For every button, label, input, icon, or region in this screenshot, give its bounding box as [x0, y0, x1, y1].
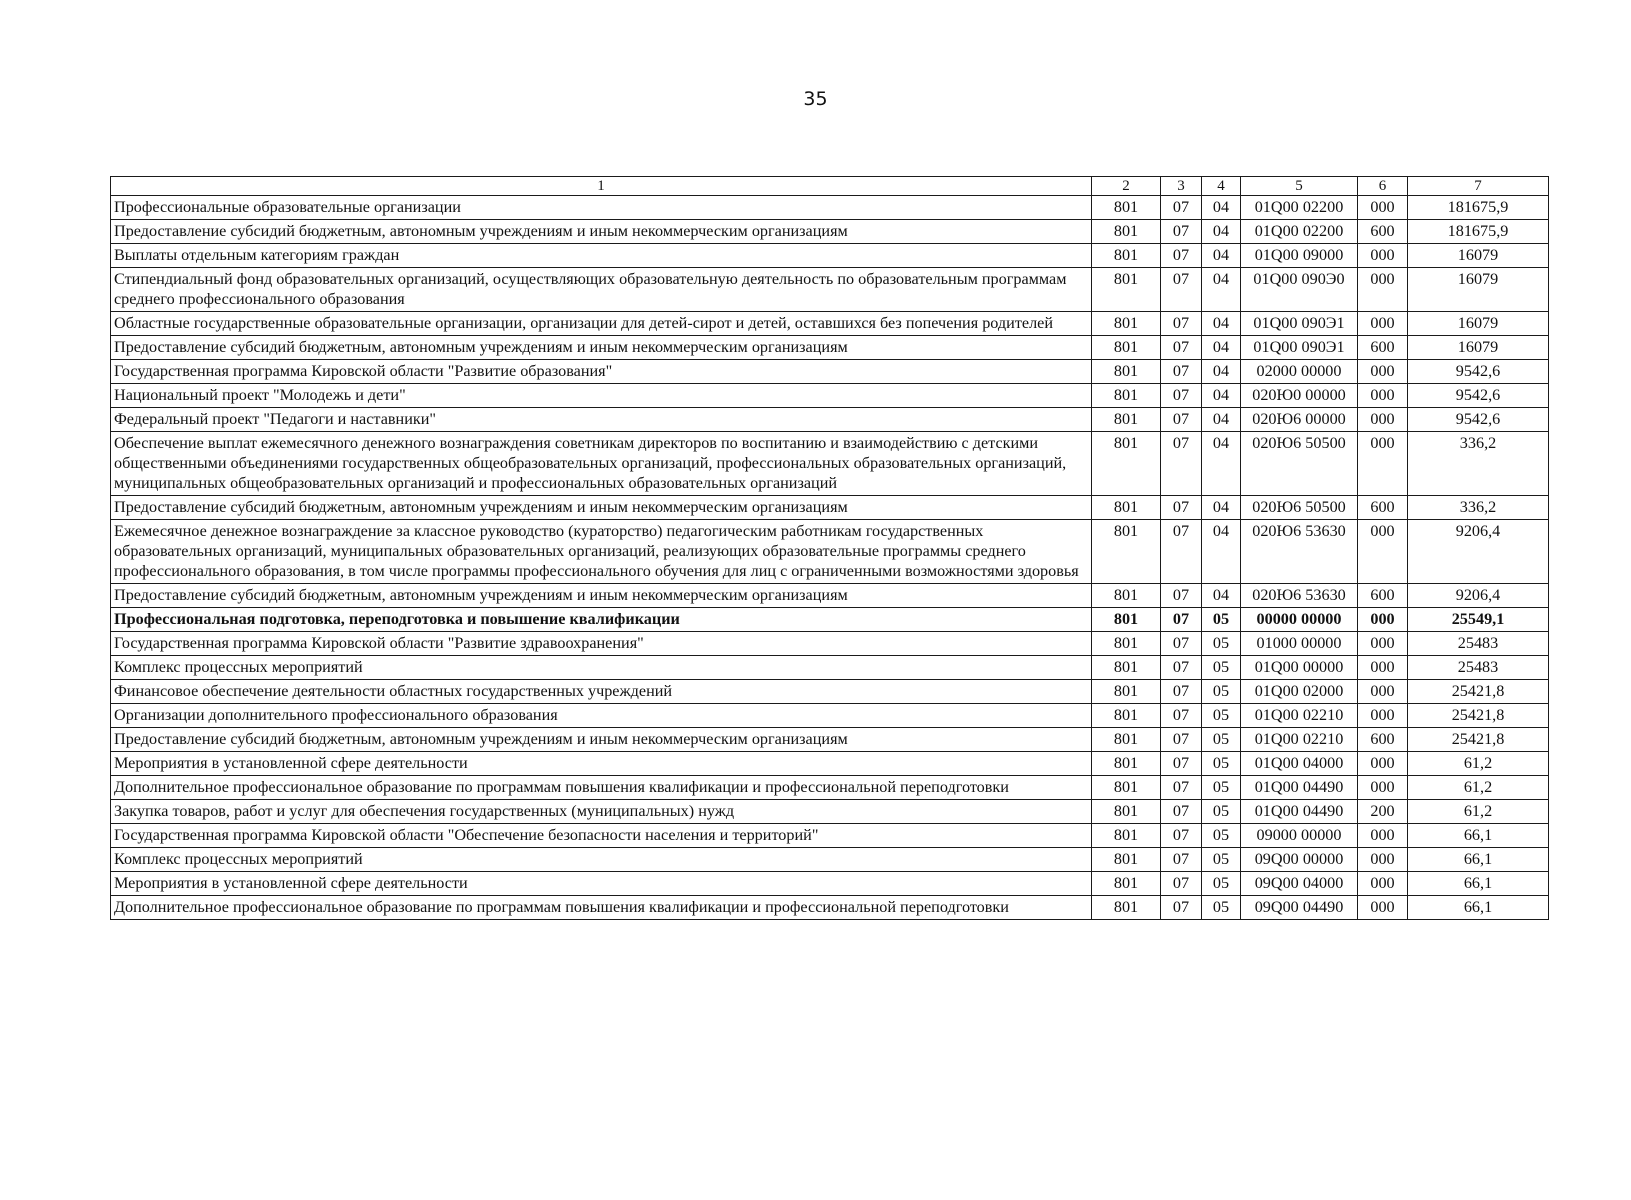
row-subsection-cell: 05: [1202, 704, 1241, 728]
row-expense-type-cell: 000: [1358, 520, 1408, 584]
table-row: [111, 336, 1549, 360]
column-header: 3: [1161, 177, 1202, 196]
row-section-cell: 07: [1161, 848, 1202, 872]
row-subsection-cell: 04: [1202, 584, 1241, 608]
row-expense-type-cell: 000: [1358, 312, 1408, 336]
row-name-cell: Профессиональные образовательные организации: [111, 196, 1092, 220]
table-row: [111, 728, 1549, 752]
row-expense-type-cell: 000: [1358, 608, 1408, 632]
row-name-cell: Дополнительное профессиональное образование по программам повышения квалификации и профессиональной переподготовки: [111, 776, 1092, 800]
row-amount-cell: 336,2: [1408, 432, 1549, 496]
row-name-cell: Федеральный проект "Педагоги и наставники": [111, 408, 1092, 432]
row-name-cell: Закупка товаров, работ и услуг для обеспечения государственных (муниципальных) нужд: [111, 800, 1092, 824]
row-target-article-cell: 01Q00 02000: [1241, 680, 1358, 704]
row-subsection-cell: 05: [1202, 872, 1241, 896]
row-code-cell: 801: [1092, 196, 1161, 220]
row-code-cell: 801: [1092, 384, 1161, 408]
row-subsection-cell: 04: [1202, 496, 1241, 520]
row-target-article-cell: 020Ю6 50500: [1241, 496, 1358, 520]
table-row: [111, 496, 1549, 520]
row-section-cell: 07: [1161, 656, 1202, 680]
row-subsection-cell: 05: [1202, 752, 1241, 776]
column-header: 4: [1202, 177, 1241, 196]
row-section-cell: 07: [1161, 632, 1202, 656]
row-subsection-cell: 04: [1202, 220, 1241, 244]
row-subsection-cell: 04: [1202, 196, 1241, 220]
row-subsection-cell: 04: [1202, 312, 1241, 336]
row-target-article-cell: 020Ю6 53630: [1241, 520, 1358, 584]
row-amount-cell: 336,2: [1408, 496, 1549, 520]
row-subsection-cell: 04: [1202, 360, 1241, 384]
row-code-cell: 801: [1092, 336, 1161, 360]
row-name-cell: Государственная программа Кировской области "Развитие здравоохранения": [111, 632, 1092, 656]
row-name-cell: Дополнительное профессиональное образование по программам повышения квалификации и профессиональной переподготовки: [111, 896, 1092, 920]
table-row: [111, 800, 1549, 824]
row-subsection-cell: 05: [1202, 608, 1241, 632]
row-subsection-cell: 05: [1202, 824, 1241, 848]
row-target-article-cell: 01Q00 00000: [1241, 656, 1358, 680]
row-subsection-cell: 05: [1202, 632, 1241, 656]
row-name-cell: Областные государственные образовательные организации, организации для детей-сирот и детей, оставшихся без попечения родителей: [111, 312, 1092, 336]
row-amount-cell: 61,2: [1408, 752, 1549, 776]
row-amount-cell: 25421,8: [1408, 728, 1549, 752]
row-section-cell: 07: [1161, 196, 1202, 220]
row-section-cell: 07: [1161, 268, 1202, 312]
row-expense-type-cell: 000: [1358, 752, 1408, 776]
row-section-cell: 07: [1161, 336, 1202, 360]
row-code-cell: 801: [1092, 312, 1161, 336]
table-row: [111, 360, 1549, 384]
row-name-cell: Предоставление субсидий бюджетным, автономным учреждениям и иным некоммерческим организациям: [111, 584, 1092, 608]
row-target-article-cell: 01Q00 04000: [1241, 752, 1358, 776]
row-target-article-cell: 01Q00 02210: [1241, 728, 1358, 752]
table-row: [111, 704, 1549, 728]
row-amount-cell: 66,1: [1408, 896, 1549, 920]
table-row: [111, 268, 1549, 312]
row-expense-type-cell: 000: [1358, 408, 1408, 432]
row-section-cell: 07: [1161, 360, 1202, 384]
row-amount-cell: 25421,8: [1408, 704, 1549, 728]
row-name-cell: Государственная программа Кировской области "Развитие образования": [111, 360, 1092, 384]
row-expense-type-cell: 000: [1358, 632, 1408, 656]
row-expense-type-cell: 000: [1358, 896, 1408, 920]
table-row: [111, 824, 1549, 848]
table-row: [111, 656, 1549, 680]
row-target-article-cell: 020Ю6 53630: [1241, 584, 1358, 608]
row-code-cell: 801: [1092, 608, 1161, 632]
row-amount-cell: 9206,4: [1408, 584, 1549, 608]
row-amount-cell: 16079: [1408, 336, 1549, 360]
table-row: [111, 752, 1549, 776]
row-expense-type-cell: 000: [1358, 196, 1408, 220]
row-section-cell: 07: [1161, 312, 1202, 336]
row-expense-type-cell: 000: [1358, 680, 1408, 704]
row-section-cell: 07: [1161, 608, 1202, 632]
row-code-cell: 801: [1092, 360, 1161, 384]
table-row: [111, 312, 1549, 336]
row-target-article-cell: 09000 00000: [1241, 824, 1358, 848]
row-subsection-cell: 04: [1202, 432, 1241, 496]
row-amount-cell: 66,1: [1408, 824, 1549, 848]
row-subsection-cell: 04: [1202, 336, 1241, 360]
table-row: [111, 776, 1549, 800]
table-row: [111, 244, 1549, 268]
row-amount-cell: 61,2: [1408, 800, 1549, 824]
row-expense-type-cell: 600: [1358, 728, 1408, 752]
row-name-cell: Мероприятия в установленной сфере деятельности: [111, 752, 1092, 776]
row-expense-type-cell: 000: [1358, 360, 1408, 384]
row-amount-cell: 25421,8: [1408, 680, 1549, 704]
table-row: [111, 848, 1549, 872]
row-expense-type-cell: 600: [1358, 496, 1408, 520]
row-amount-cell: 66,1: [1408, 872, 1549, 896]
table-row: [111, 408, 1549, 432]
row-name-cell: Мероприятия в установленной сфере деятельности: [111, 872, 1092, 896]
row-target-article-cell: 01Q00 04490: [1241, 800, 1358, 824]
row-name-cell: Ежемесячное денежное вознаграждение за классное руководство (кураторство) педагогическим работникам государственных образовательных организаций, муниципальных образовательных организаций, реализующих образовательные программы среднего профессионального образования, в том числе программы профессионального обучения для лиц с ограниченными возможностями здоровья: [111, 520, 1092, 584]
table-row: [111, 584, 1549, 608]
row-subsection-cell: 05: [1202, 800, 1241, 824]
row-expense-type-cell: 000: [1358, 244, 1408, 268]
row-code-cell: 801: [1092, 800, 1161, 824]
row-subsection-cell: 05: [1202, 848, 1241, 872]
row-target-article-cell: 02000 00000: [1241, 360, 1358, 384]
table-body: [111, 196, 1549, 920]
row-name-cell: Организации дополнительного профессионального образования: [111, 704, 1092, 728]
row-section-cell: 07: [1161, 872, 1202, 896]
row-name-cell: Государственная программа Кировской области "Обеспечение безопасности населения и территорий": [111, 824, 1092, 848]
column-header: 5: [1241, 177, 1358, 196]
row-target-article-cell: 01000 00000: [1241, 632, 1358, 656]
row-section-cell: 07: [1161, 520, 1202, 584]
row-section-cell: 07: [1161, 408, 1202, 432]
row-amount-cell: 9542,6: [1408, 360, 1549, 384]
row-expense-type-cell: 000: [1358, 872, 1408, 896]
row-code-cell: 801: [1092, 408, 1161, 432]
row-amount-cell: 61,2: [1408, 776, 1549, 800]
row-name-cell: Стипендиальный фонд образовательных организаций, осуществляющих образовательную деятельность по образовательным программам среднего профессионального образования: [111, 268, 1092, 312]
row-expense-type-cell: 000: [1358, 432, 1408, 496]
row-subsection-cell: 04: [1202, 268, 1241, 312]
row-section-cell: 07: [1161, 824, 1202, 848]
row-subsection-cell: 05: [1202, 656, 1241, 680]
row-expense-type-cell: 000: [1358, 776, 1408, 800]
row-expense-type-cell: 000: [1358, 848, 1408, 872]
row-amount-cell: 25483: [1408, 632, 1549, 656]
row-section-cell: 07: [1161, 220, 1202, 244]
table-row: [111, 220, 1549, 244]
row-expense-type-cell: 000: [1358, 656, 1408, 680]
row-name-cell: Предоставление субсидий бюджетным, автономным учреждениям и иным некоммерческим организациям: [111, 220, 1092, 244]
row-code-cell: 801: [1092, 704, 1161, 728]
row-code-cell: 801: [1092, 496, 1161, 520]
row-section-cell: 07: [1161, 776, 1202, 800]
column-header: 7: [1408, 177, 1549, 196]
row-code-cell: 801: [1092, 896, 1161, 920]
row-section-cell: 07: [1161, 244, 1202, 268]
row-subsection-cell: 05: [1202, 680, 1241, 704]
row-name-cell: Комплекс процессных мероприятий: [111, 656, 1092, 680]
table-header-row: [111, 177, 1549, 196]
row-target-article-cell: 01Q00 02200: [1241, 220, 1358, 244]
row-target-article-cell: 09Q00 04000: [1241, 872, 1358, 896]
row-name-cell: Предоставление субсидий бюджетным, автономным учреждениям и иным некоммерческим организациям: [111, 336, 1092, 360]
row-amount-cell: 181675,9: [1408, 220, 1549, 244]
row-amount-cell: 9206,4: [1408, 520, 1549, 584]
row-amount-cell: 16079: [1408, 268, 1549, 312]
row-code-cell: 801: [1092, 824, 1161, 848]
row-code-cell: 801: [1092, 656, 1161, 680]
row-subsection-cell: 04: [1202, 408, 1241, 432]
row-subsection-cell: 04: [1202, 244, 1241, 268]
row-name-cell: Предоставление субсидий бюджетным, автономным учреждениям и иным некоммерческим организациям: [111, 728, 1092, 752]
row-code-cell: 801: [1092, 728, 1161, 752]
row-amount-cell: 16079: [1408, 312, 1549, 336]
row-expense-type-cell: 200: [1358, 800, 1408, 824]
column-header: 6: [1358, 177, 1408, 196]
row-section-cell: 07: [1161, 680, 1202, 704]
row-target-article-cell: 01Q00 09000: [1241, 244, 1358, 268]
budget-table: [110, 176, 1549, 920]
row-code-cell: 801: [1092, 268, 1161, 312]
row-name-cell: Комплекс процессных мероприятий: [111, 848, 1092, 872]
row-target-article-cell: 09Q00 00000: [1241, 848, 1358, 872]
row-subsection-cell: 04: [1202, 384, 1241, 408]
row-target-article-cell: 020Ю0 00000: [1241, 384, 1358, 408]
table-row: [111, 432, 1549, 496]
row-section-cell: 07: [1161, 584, 1202, 608]
row-target-article-cell: 01Q00 02200: [1241, 196, 1358, 220]
row-target-article-cell: 020Ю6 00000: [1241, 408, 1358, 432]
row-subsection-cell: 05: [1202, 728, 1241, 752]
row-name-cell: Выплаты отдельным категориям граждан: [111, 244, 1092, 268]
table-row: [111, 196, 1549, 220]
row-target-article-cell: 00000 00000: [1241, 608, 1358, 632]
row-amount-cell: 181675,9: [1408, 196, 1549, 220]
row-section-cell: 07: [1161, 800, 1202, 824]
row-code-cell: 801: [1092, 776, 1161, 800]
row-code-cell: 801: [1092, 632, 1161, 656]
row-subsection-cell: 05: [1202, 896, 1241, 920]
row-target-article-cell: 01Q00 090Э0: [1241, 268, 1358, 312]
row-subsection-cell: 04: [1202, 520, 1241, 584]
row-amount-cell: 66,1: [1408, 848, 1549, 872]
row-code-cell: 801: [1092, 220, 1161, 244]
row-target-article-cell: 01Q00 02210: [1241, 704, 1358, 728]
row-section-cell: 07: [1161, 704, 1202, 728]
row-name-cell: Обеспечение выплат ежемесячного денежного вознаграждения советникам директоров по воспитанию и взаимодействию с детскими общественными объединениями государственных общеобразовательных организаций, профессиональных образовательных организаций, муниципальных общеобразовательных организаций и профессиональных образовательных организаций: [111, 432, 1092, 496]
row-code-cell: 801: [1092, 244, 1161, 268]
row-code-cell: 801: [1092, 520, 1161, 584]
row-section-cell: 07: [1161, 728, 1202, 752]
row-expense-type-cell: 000: [1358, 824, 1408, 848]
table-row: [111, 632, 1549, 656]
row-amount-cell: 25483: [1408, 656, 1549, 680]
row-code-cell: 801: [1092, 584, 1161, 608]
row-code-cell: 801: [1092, 872, 1161, 896]
row-name-cell: Национальный проект "Молодежь и дети": [111, 384, 1092, 408]
table-row: [111, 608, 1549, 632]
row-amount-cell: 9542,6: [1408, 408, 1549, 432]
table-row: [111, 384, 1549, 408]
row-target-article-cell: 01Q00 090Э1: [1241, 312, 1358, 336]
row-subsection-cell: 05: [1202, 776, 1241, 800]
column-header: 1: [111, 177, 1092, 196]
row-code-cell: 801: [1092, 752, 1161, 776]
row-code-cell: 801: [1092, 432, 1161, 496]
row-target-article-cell: 09Q00 04490: [1241, 896, 1358, 920]
row-name-cell: Финансовое обеспечение деятельности областных государственных учреждений: [111, 680, 1092, 704]
row-expense-type-cell: 000: [1358, 268, 1408, 312]
column-header: 2: [1092, 177, 1161, 196]
row-section-cell: 07: [1161, 432, 1202, 496]
row-code-cell: 801: [1092, 848, 1161, 872]
row-expense-type-cell: 600: [1358, 336, 1408, 360]
row-target-article-cell: 01Q00 090Э1: [1241, 336, 1358, 360]
row-expense-type-cell: 600: [1358, 220, 1408, 244]
row-expense-type-cell: 000: [1358, 704, 1408, 728]
row-amount-cell: 16079: [1408, 244, 1549, 268]
row-code-cell: 801: [1092, 680, 1161, 704]
row-section-cell: 07: [1161, 896, 1202, 920]
row-target-article-cell: 01Q00 04490: [1241, 776, 1358, 800]
row-amount-cell: 25549,1: [1408, 608, 1549, 632]
row-expense-type-cell: 600: [1358, 584, 1408, 608]
page-number: 35: [803, 88, 828, 110]
row-target-article-cell: 020Ю6 50500: [1241, 432, 1358, 496]
row-section-cell: 07: [1161, 752, 1202, 776]
row-expense-type-cell: 000: [1358, 384, 1408, 408]
row-section-cell: 07: [1161, 496, 1202, 520]
row-name-cell: Предоставление субсидий бюджетным, автономным учреждениям и иным некоммерческим организациям: [111, 496, 1092, 520]
table-row: [111, 896, 1549, 920]
table-row: [111, 680, 1549, 704]
row-section-cell: 07: [1161, 384, 1202, 408]
table-row: [111, 872, 1549, 896]
row-name-cell: Профессиональная подготовка, переподготовка и повышение квалификации: [111, 608, 1092, 632]
table-row: [111, 520, 1549, 584]
row-amount-cell: 9542,6: [1408, 384, 1549, 408]
